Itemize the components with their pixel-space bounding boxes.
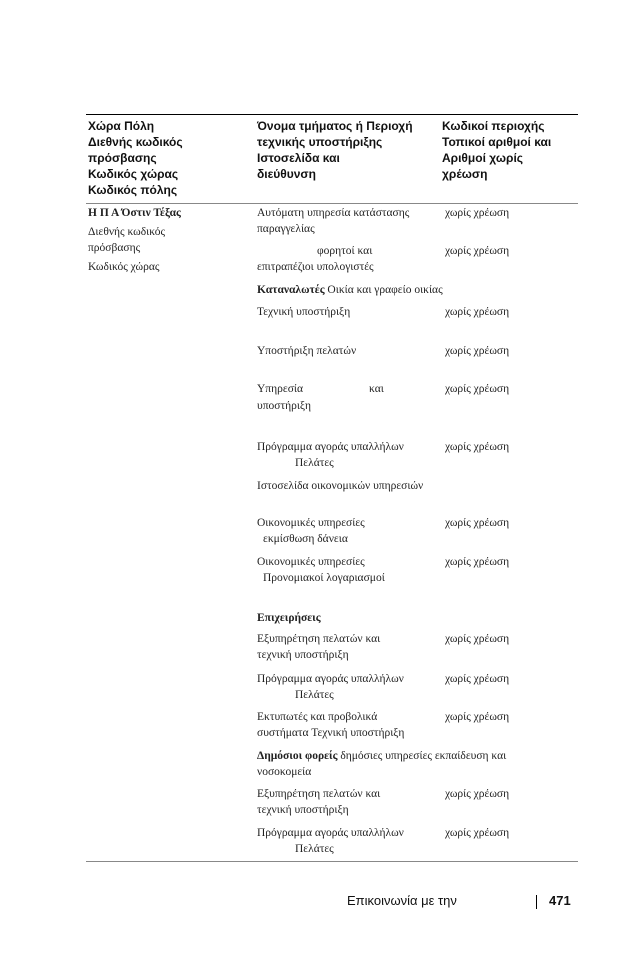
service-row: Υποστήριξη πελατών <box>257 345 357 357</box>
business-heading: Επιχειρήσεις <box>257 612 321 624</box>
header-line: Κωδικός πόλης <box>88 183 178 197</box>
public-sector-label: Δημόσιοι φορείς <box>257 750 338 762</box>
service-row-cont: τεχνική υποστήριξη <box>257 649 349 661</box>
table-bottom-rule <box>86 861 578 862</box>
header-line: Κωδικός χώρας <box>88 167 179 181</box>
toll-free-label: χωρίς χρέωση <box>445 673 510 685</box>
service-row: Πρόγραμμα αγοράς υπαλλήλων <box>257 441 404 453</box>
service-row: Εκτυπωτές και προβολικά <box>257 711 378 723</box>
header-line: διεύθυνση <box>257 167 316 181</box>
service-row: Πρόγραμμα αγοράς υπαλλήλων <box>257 827 404 839</box>
header-line: τεχνικής υποστήριξης <box>257 135 383 149</box>
header-line: Αριθμοί χωρίς <box>442 151 524 165</box>
header-line: Χώρα Πόλη <box>88 119 155 133</box>
service-row: Υπηρεσία <box>257 383 304 395</box>
header-col-numbers <box>442 118 551 182</box>
service-row: φορητοί και <box>317 245 373 257</box>
service-row: Ιστοσελίδα οικονομικών υπηρεσιών <box>257 480 424 492</box>
service-row: Οικονομικές υπηρεσίες <box>257 556 365 568</box>
header-col-country <box>88 118 183 198</box>
service-row-cont: Πελάτες <box>295 689 334 701</box>
toll-free-label: χωρίς χρέωση <box>445 245 510 257</box>
toll-free-label: χωρίς χρέωση <box>445 788 510 800</box>
toll-free-label: χωρίς χρέωση <box>445 827 510 839</box>
consumers-desc: Οικία και γραφείο οικίας <box>327 284 443 296</box>
table-top-rule <box>86 114 578 115</box>
service-row-cont: εκμίσθωση δάνεια <box>263 533 348 545</box>
service-row-word: και <box>369 383 384 395</box>
header-line: χρέωση <box>442 167 488 181</box>
header-line: πρόσβασης <box>88 151 157 165</box>
page-number: 471 <box>549 893 571 908</box>
service-row-cont: συστήματα Τεχνική υποστήριξη <box>257 727 405 739</box>
service-row: Εξυπηρέτηση πελατών και <box>257 788 381 800</box>
header-bottom-rule <box>86 203 578 204</box>
country-city: Η Π Α Όστιν Τέξας <box>88 207 181 219</box>
toll-free-label: χωρίς χρέωση <box>445 345 510 357</box>
toll-free-label: χωρίς χρέωση <box>445 517 510 529</box>
header-col-department <box>257 118 413 182</box>
service-row: Τεχνική υποστήριξη <box>257 306 351 318</box>
footer-divider <box>536 895 537 909</box>
toll-free-label: χωρίς χρέωση <box>445 711 510 723</box>
intl-access-label: Διεθνής κωδικός <box>88 226 166 238</box>
public-sector-desc: δημόσιες υπηρεσίες εκπαίδευση και <box>340 750 507 762</box>
footer-section-title: Επικοινωνία με την <box>347 893 457 908</box>
country-code-label: Κωδικός χώρας <box>88 261 160 273</box>
consumers-label: Καταναλωτές <box>257 284 325 296</box>
intl-access-label-2: πρόσβασης <box>88 242 141 254</box>
consumers-heading <box>257 282 443 299</box>
service-row-cont: επιτραπέζιοι υπολογιστές <box>257 261 374 273</box>
service-row-cont: Πελάτες <box>295 457 334 469</box>
toll-free-label: χωρίς χρέωση <box>445 306 510 318</box>
service-row: Οικονομικές υπηρεσίες <box>257 517 365 529</box>
service-row: Πρόγραμμα αγοράς υπαλλήλων <box>257 673 404 685</box>
service-row-cont: υποστήριξη <box>257 400 312 412</box>
header-line: Ιστοσελίδα και <box>257 151 340 165</box>
header-line: Τοπικοί αριθμοί και <box>442 135 552 149</box>
header-line: Όνομα τμήματος ή Περιοχή <box>257 119 413 133</box>
toll-free-label: χωρίς χρέωση <box>445 383 510 395</box>
service-row: Αυτόματη υπηρεσία κατάστασης <box>257 207 410 219</box>
public-sector-desc-cont: νοσοκομεία <box>257 766 312 778</box>
toll-free-label: χωρίς χρέωση <box>445 556 510 568</box>
service-row-cont: Προνομιακοί λογαριασμοί <box>263 572 385 584</box>
toll-free-label: χωρίς χρέωση <box>445 207 510 219</box>
service-row-cont: τεχνική υποστήριξη <box>257 804 349 816</box>
service-row-cont: παραγγελίας <box>257 223 315 235</box>
public-sector-heading <box>257 748 506 765</box>
toll-free-label: χωρίς χρέωση <box>445 633 510 645</box>
service-row: Εξυπηρέτηση πελατών και <box>257 633 381 645</box>
service-row-cont: Πελάτες <box>295 843 334 855</box>
header-line: Διεθνής κωδικός <box>88 135 183 149</box>
header-line: Κωδικοί περιοχής <box>442 119 545 133</box>
toll-free-label: χωρίς χρέωση <box>445 441 510 453</box>
